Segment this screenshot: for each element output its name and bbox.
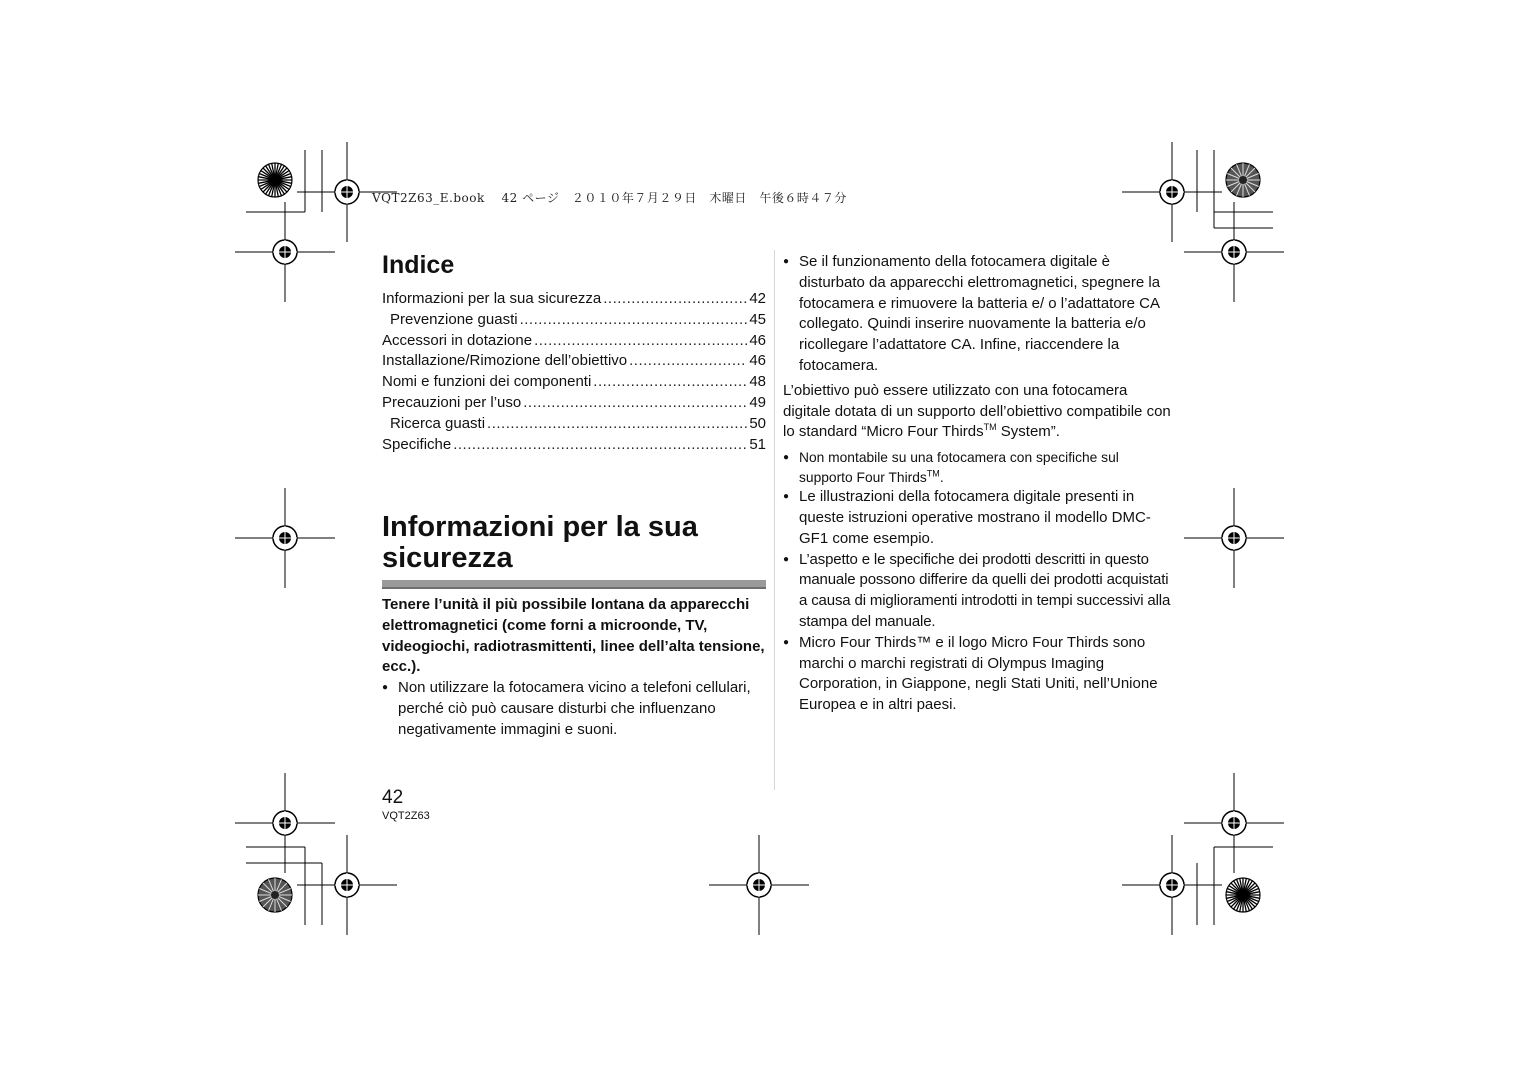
compatibility-paragraph: L’obiettivo può essere utilizzato con una fotocamera digitale dotata di un supporto dell’obiettivo compatibile con lo standard “Micro Four Thirds™ System”. xyxy=(783,381,1171,441)
toc-entry[interactable]: Informazioni per la sua sicurezza ..... 42 xyxy=(382,289,766,310)
safety-bullets-left xyxy=(382,678,766,740)
model-code: VQT2Z63 xyxy=(382,810,430,822)
toc-entry[interactable]: Precauzioni per l’uso ..... 49 xyxy=(382,393,766,414)
index-title: Indice xyxy=(382,251,455,279)
toc-entry[interactable]: Nomi e funzioni dei componenti ..... 48 xyxy=(382,372,766,393)
bullet-item: ● Non utilizzare la fotocamera vicino a telefoni cellulari, perché ciò può causare disturbi che influenzano negativamente immagini e suoni. xyxy=(382,678,766,740)
bullet-item: ● L’aspetto e le specifiche dei prodotti descritti in questo manuale possono differire da quelli dei prodotti acquistati a causa di miglioramenti introdotti in tempi successivi alla stampa del manuale. xyxy=(783,550,1173,633)
toc-entry[interactable]: Prevenzione guasti ..... 45 xyxy=(382,310,766,331)
bullet-item: ● Le illustrazioni della fotocamera digitale presenti in queste istruzioni operative mostrano il modello DMC-GF1 come esempio. xyxy=(783,487,1173,549)
safety-section-title: Informazioni per la sua sicurezza xyxy=(382,511,698,574)
safety-lead-text: Tenere l’unità il più possibile lontana da apparecchi elettromagnetici (come forni a microonde, TV, videogiochi, radiotrasmittenti, linee dell’alta tensione, ecc.). xyxy=(382,596,765,676)
bullet-item-note: ● Non montabile su una fotocamera con specifiche sul supporto Four Thirds™. xyxy=(783,448,1173,487)
toc-entry[interactable]: Installazione/Rimozione dell’obiettivo ..... 46 xyxy=(382,351,766,372)
bullet-item: ● Micro Four Thirds™ e il logo Micro Four Thirds sono marchi o marchi registrati di Olympus Imaging Corporation, in Giappone, negli Stati Uniti, nell’Unione Europea e in altri paesi. xyxy=(783,633,1173,716)
column-divider xyxy=(774,250,775,790)
bullet-item: ● Se il funzionamento della fotocamera digitale è disturbato da apparecchi elettromagnetici, spegnere la fotocamera e rimuovere la batteria e/ o l’adattatore CA collegato. Quindi inserire nuovamente la batteria e/o ricollegare l’adattatore CA. Infine, riaccendere la fotocamera. xyxy=(783,252,1173,377)
toc-entry[interactable]: Accessori in dotazione ..... 46 xyxy=(382,331,766,352)
page-number: 42 xyxy=(382,787,404,808)
print-slug-header: VQT2Z63_E.book 42 ページ ２０１０年７月２９日 木曜日 午後６時４７分 xyxy=(372,191,847,205)
toc-entry[interactable]: Ricerca guasti ..... 50 xyxy=(382,414,766,435)
toc-entry[interactable]: Specifiche ..... 51 xyxy=(382,435,766,456)
index-section xyxy=(382,250,766,455)
safety-right-column xyxy=(783,252,1173,716)
section-divider xyxy=(382,580,766,589)
